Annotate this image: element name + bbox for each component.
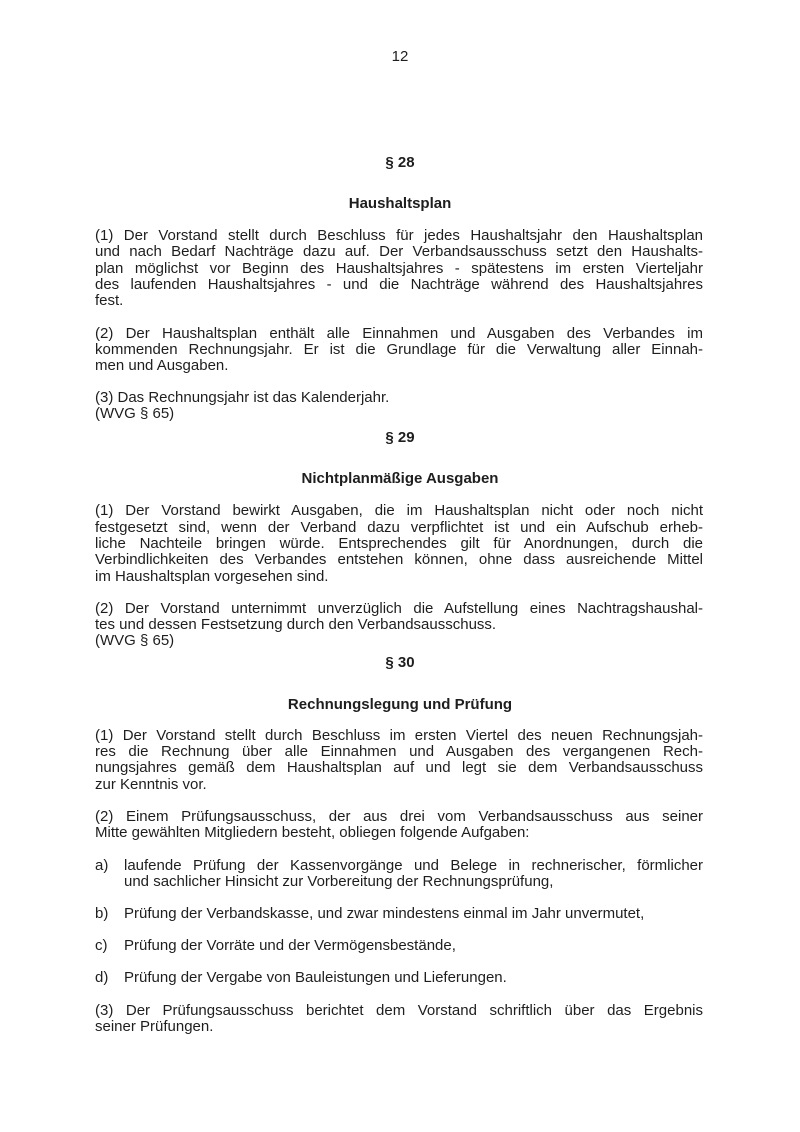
paragraph-line: fest. [95, 293, 124, 309]
paragraph-line: seiner Prüfungen. [95, 1019, 214, 1035]
list-item-line: und sachlicher Hinsicht zur Vorbereitung der Rechnungsprüfung, [124, 874, 554, 890]
section-number-30: § 30 [385, 654, 415, 671]
paragraph-line: (2) Einem Prüfungsausschuss, der aus drei vom Verbandsausschuss aus seiner [95, 809, 703, 825]
list-item-line: Prüfung der Vergabe von Bauleistungen und Lieferungen. [124, 970, 507, 986]
list-item-line: Prüfung der Verbandskasse, und zwar mindestens einmal im Jahr unvermutet, [124, 906, 645, 922]
legal-reference: (WVG § 65) [95, 633, 175, 649]
paragraph-line: liche Nachteile bringen würde. Entsprechendes gilt für Anordnungen, durch die [95, 536, 703, 552]
paragraph-line: Verbindlichkeiten des Verbandes entstehen können, ohne dass ausreichende Mittel [95, 552, 703, 568]
paragraph-line: (1) Der Vorstand stellt durch Beschluss für jedes Haushaltsjahr den Haushaltsplan [95, 228, 703, 244]
paragraph-line: (3) Der Prüfungsausschuss berichtet dem Vorstand schriftlich über das Ergebnis [95, 1003, 703, 1019]
paragraph-line: tes und dessen Festsetzung durch den Verbandsausschuss. [95, 617, 497, 633]
paragraph-line: (1) Der Vorstand bewirkt Ausgaben, die im Haushaltsplan nicht oder noch nicht [95, 503, 703, 519]
paragraph-line: im Haushaltsplan vorgesehen sind. [95, 569, 329, 585]
paragraph-line: men und Ausgaben. [95, 358, 229, 374]
paragraph-line: zur Kenntnis vor. [95, 777, 207, 793]
paragraph-line: (2) Der Vorstand unternimmt unverzüglich die Aufstellung eines Nachtragshaushal- [95, 601, 703, 617]
section-title-rechnungslegung: Rechnungslegung und Prüfung [287, 696, 513, 713]
section-number-29: § 29 [385, 429, 415, 446]
paragraph-line: (2) Der Haushaltsplan enthält alle Einnahmen und Ausgaben des Verbandes im [95, 326, 703, 342]
paragraph-line: (1) Der Vorstand stellt durch Beschluss im ersten Viertel des neuen Rechnungsjah- [95, 728, 703, 744]
paragraph-line: nungsjahres gemäß dem Haushaltsplan auf und legt sie dem Verbandsausschuss [95, 760, 703, 776]
list-label-a: a) [95, 857, 109, 874]
paragraph-line: (3) Das Rechnungsjahr ist das Kalenderjahr. [95, 390, 390, 406]
paragraph-line: Mitte gewählten Mitgliedern besteht, obliegen folgende Aufgaben: [95, 825, 530, 841]
paragraph-line: res die Rechnung über alle Einnahmen und Ausgaben des vergangenen Rech- [95, 744, 703, 760]
paragraph-line: festgesetzt sind, wenn der Verband dazu verpflichtet ist und ein Aufschub erheb- [95, 520, 703, 536]
section-title-nichtplanmaessige-ausgaben: Nichtplanmäßige Ausgaben [301, 470, 499, 487]
list-item-line: Prüfung der Vorräte und der Vermögensbestände, [124, 938, 456, 954]
paragraph-line: des laufenden Haushaltsjahres - und die Nachträge während des Haushaltsjahres [95, 277, 703, 293]
legal-reference: (WVG § 65) [95, 406, 175, 422]
section-title-haushaltsplan: Haushaltsplan [348, 195, 452, 212]
list-item-line: laufende Prüfung der Kassenvorgänge und Belege in rechnerischer, förmlicher [124, 858, 703, 874]
page-number: 12 [391, 48, 409, 65]
paragraph-line: plan möglichst vor Beginn des Haushaltsjahres - spätestens im ersten Vierteljahr [95, 261, 703, 277]
list-label-c: c) [95, 937, 108, 954]
list-label-b: b) [95, 905, 109, 922]
paragraph-line: kommenden Rechnungsjahr. Er ist die Grundlage für die Verwaltung aller Einnah- [95, 342, 703, 358]
section-number-28: § 28 [385, 154, 415, 171]
paragraph-line: und nach Bedarf Nachträge dazu auf. Der Verbandsausschuss setzt den Haushalts- [95, 244, 703, 260]
list-label-d: d) [95, 969, 109, 986]
